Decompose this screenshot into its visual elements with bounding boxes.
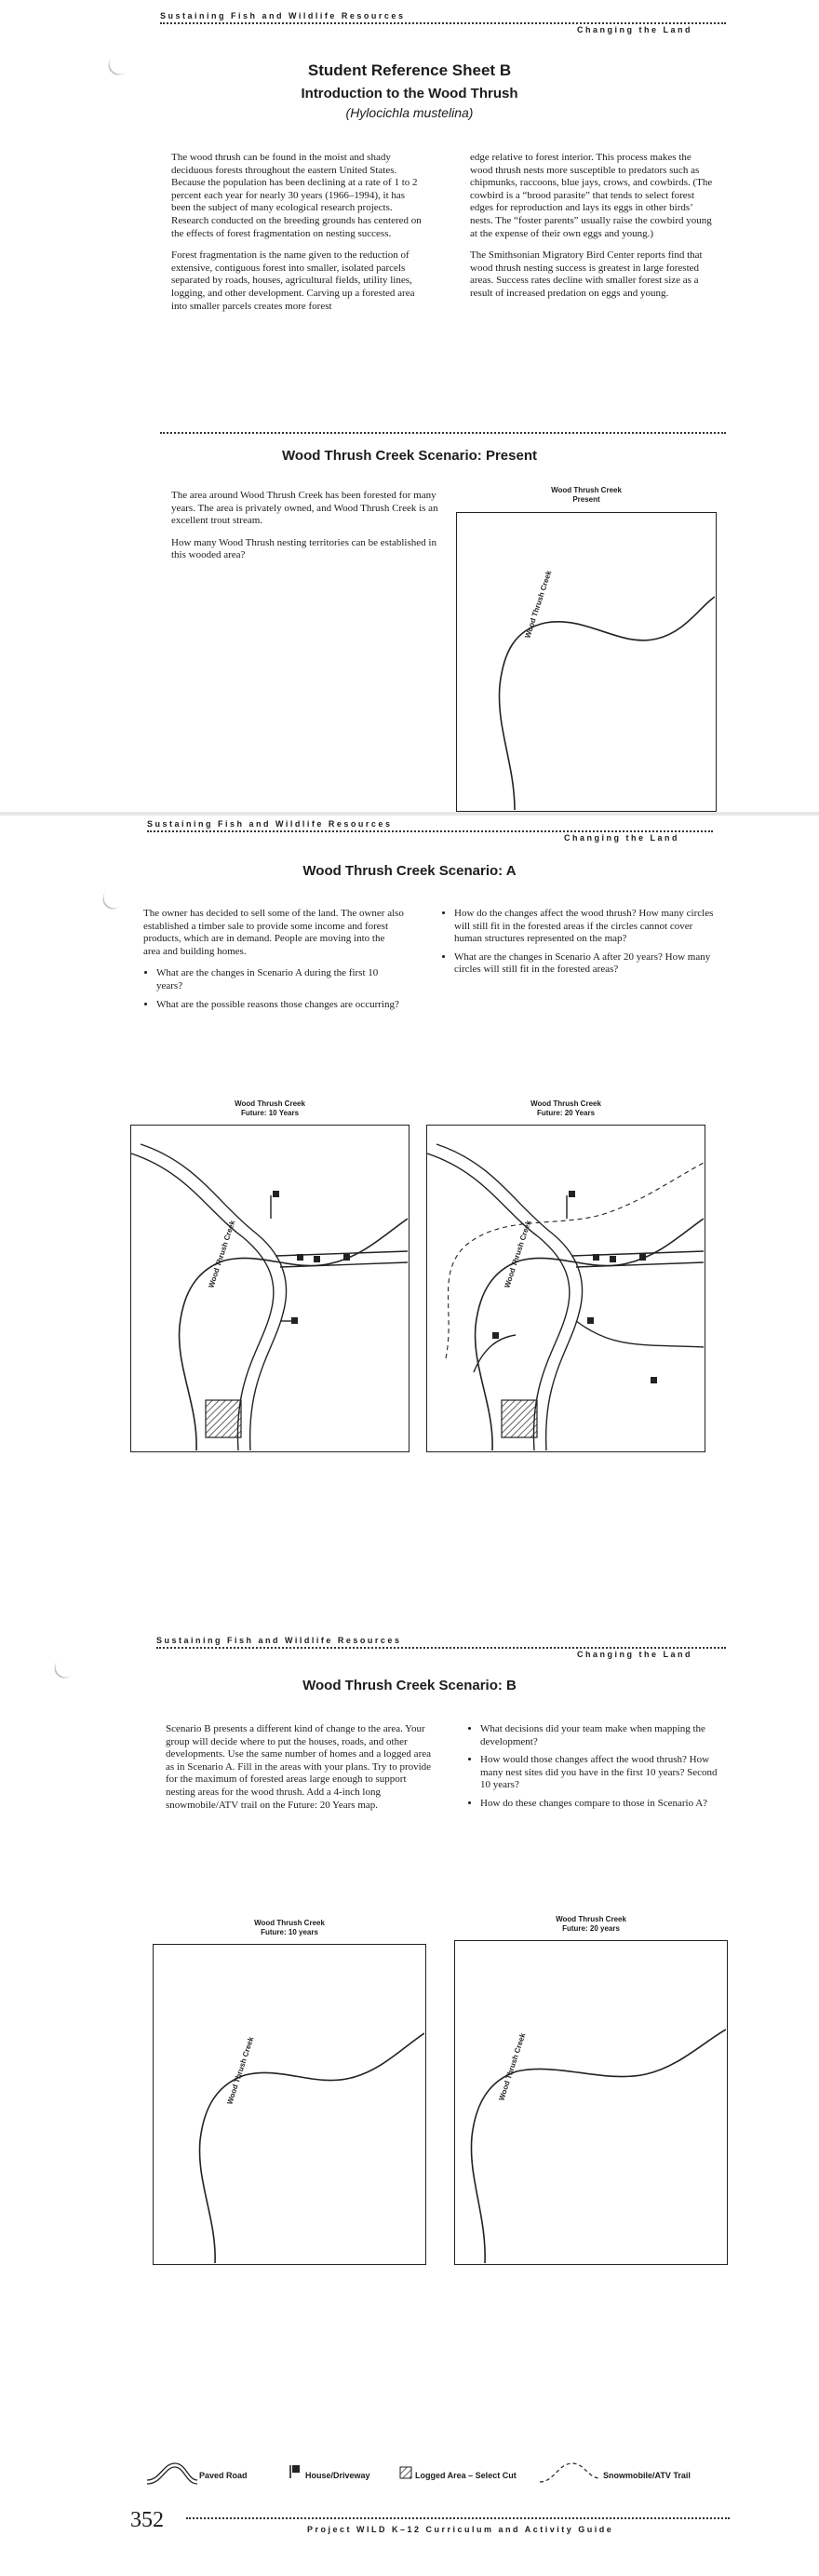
logged-area (502, 1400, 537, 1437)
question-item: • How do the changes affect the wood thrush? How many circles will still fit in the forested areas if the circles cannot cover human structures represented on the map? (454, 908, 720, 946)
section-divider (160, 432, 726, 434)
scenario-b-map-20-years[interactable] (454, 1940, 728, 2265)
scenario-a-questions-right (441, 908, 720, 977)
scenario-b-map2-subtitle: Future: 20 years (562, 1924, 620, 1933)
present-paragraph: The area around Wood Thrush Creek has been forested for many years. The area is privately owned, and Wood Thrush Creek is an excellent trout stream. (171, 490, 438, 527)
scenario-a-title: Wood Thrush Creek Scenario: A (302, 863, 517, 879)
paved-road-branch (275, 1251, 408, 1256)
scenario-b-map2-drawing (455, 1941, 726, 2263)
scenario-b-map-10-years[interactable] (153, 1944, 426, 2265)
header-section-3: Changing the Land (577, 1650, 692, 1659)
house-marker (639, 1254, 646, 1261)
question-item: • What are the changes in Scenario A after 20 years? How many circles will still fit in the forested areas? (454, 951, 720, 977)
legend-paved-road: Paved Road (199, 2471, 248, 2480)
house-marker (343, 1254, 350, 1261)
header-section-2: Changing the Land (564, 833, 679, 843)
scenario-b-left (166, 1723, 436, 1821)
new-road (576, 1321, 704, 1347)
scenario-b-map1-subtitle: Future: 10 years (261, 1928, 318, 1936)
house-marker (610, 1256, 616, 1262)
page-number: 352 (130, 2508, 164, 2532)
intro-right-column (470, 152, 714, 310)
present-map (456, 512, 717, 812)
legend-house-driveway: House/Driveway (305, 2471, 370, 2480)
house-marker (569, 1191, 575, 1197)
house-marker (273, 1191, 279, 1197)
present-text (171, 490, 441, 572)
legend-snowmobile-trail: Snowmobile/ATV Trail (603, 2471, 691, 2480)
intro-paragraph-2: Forest fragmentation is the name given to the reduction of extensive, contiguous forest into smaller, isolated parcels separated by roads, houses, agricultural fields, utility lines, logging, and other development. Carving up a forested area into smaller parcels creates more forest (171, 250, 415, 312)
intro-left-column (171, 152, 423, 322)
scenario-a-questions-left (143, 967, 404, 1011)
sheet-latin-name: (Hylocichla mustelina) (345, 105, 474, 120)
question-item: • How do these changes compare to those in Scenario A? (480, 1798, 728, 1811)
paved-road-branch (571, 1251, 704, 1256)
scenario-a-map-20-years (426, 1125, 705, 1452)
footer-rule (186, 2517, 730, 2519)
question-item: • How would those changes affect the wood thrush? How many nest sites did you have in the first 10 years? Second 10 years? (480, 1754, 728, 1792)
creek-label: Wood Thrush Creek (503, 1219, 533, 1289)
scenario-a-map2-drawing (427, 1126, 704, 1450)
header-series-3: Sustaining Fish and Wildlife Resources (156, 1636, 402, 1645)
scenario-a-map1-drawing (131, 1126, 408, 1450)
trail-symbol (540, 2463, 600, 2482)
question-item: • What decisions did your team make when mapping the development? (480, 1723, 728, 1748)
creek-line (200, 2033, 424, 2263)
house-marker (587, 1317, 594, 1324)
scenario-a-map2-label (426, 1099, 705, 1118)
scenario-a-map-10-years (130, 1125, 410, 1452)
present-map-drawing (457, 513, 715, 810)
scenario-b-questions (467, 1723, 728, 1811)
present-map-title: Wood Thrush Creek (551, 486, 622, 494)
creek-label: Wood Thrush Creek (497, 2031, 528, 2102)
scenario-b-title: Wood Thrush Creek Scenario: B (302, 1678, 517, 1693)
logged-area (206, 1400, 241, 1437)
present-question: How many Wood Thrush nesting territories can be established in this wooded area? (171, 536, 436, 561)
creek-label: Wood Thrush Creek (207, 1219, 237, 1289)
house-marker (314, 1256, 320, 1262)
intro-paragraph-3: edge relative to forest interior. This process makes the wood thrush nests more susceptible to predators such as chipmunks, raccoons, blue jays, crows, and cowbirds. (The cowbird is a “brood parasite” that tends to select forest edges for reproduction and lays its eggs in other birds’ nests. The “foster parents” usually raise the cowbird young at the expense of their own eggs and young.) (470, 152, 713, 239)
house-marker (297, 1254, 303, 1261)
scenario-b-map1-drawing (154, 1945, 424, 2263)
scenario-a-map2-title: Wood Thrush Creek (530, 1099, 601, 1108)
header-rule (160, 22, 726, 24)
intro-paragraph-1: The wood thrush can be found in the moist and shady deciduous forests throughout the eastern United States. Because the population has been declining at a rate of 1 to 2 percent each year for nearly 30 years (1966–1994), it has been the subject of many ecological research projects. Research conducted on the breeding grounds has centered on the effects of forest fragmentation on nesting success. (171, 152, 422, 239)
sheet-title: Student Reference Sheet B (307, 61, 512, 79)
intro-paragraph-4: The Smithsonian Migratory Bird Center reports find that wood thrush nesting success is greatest in large forested areas. Success rates decline with smaller forest size as a result of increased predation on eggs and young. (470, 250, 703, 299)
present-title: Wood Thrush Creek Scenario: Present (282, 448, 537, 464)
paved-road-symbol (147, 2463, 197, 2480)
house-marker (593, 1254, 599, 1261)
header-series-2: Sustaining Fish and Wildlife Resources (147, 819, 393, 829)
creek-label: Wood Thrush Creek (225, 2035, 256, 2106)
scenario-a-paragraph: The owner has decided to sell some of the land. The owner also established a timber sale to provide some income and forest products, which are in demand. People are moving into the area and building homes. (143, 908, 404, 957)
scenario-a-map1-subtitle: Future: 10 Years (240, 1109, 300, 1117)
creek-label: Wood Thrush Creek (523, 569, 554, 640)
header-rule-3 (156, 1647, 726, 1649)
footer-guide-title: Project WILD K–12 Curriculum and Activity Guide (307, 2525, 614, 2534)
question-item: • What are the changes in Scenario A during the first 10 years? (156, 967, 404, 992)
scan-seam (0, 812, 819, 816)
house-marker (651, 1377, 657, 1383)
present-map-label (456, 486, 717, 505)
map-legend (140, 2458, 735, 2486)
scenario-a-map1-label (130, 1099, 410, 1118)
house-marker (291, 1317, 298, 1324)
header-section: Changing the Land (577, 25, 692, 34)
scenario-b-right (467, 1723, 728, 1816)
scenario-b-paragraph: Scenario B presents a different kind of change to the area. Your group will decide where to put the houses, roads, and other developments. Use the same number of homes and a logged area as in Scenario A. Fill in the areas with your plans. Try to provide for the maximum of forested areas large enough to support nesting areas for the wood thrush. Add a 4-inch long snowmobile/ATV trail on the Future: 20 Years map. (166, 1723, 432, 1811)
scenario-b-map1-label (153, 1919, 426, 1937)
new-road (474, 1335, 516, 1372)
header-rule-2 (147, 830, 713, 832)
scenario-a-map2-subtitle: Future: 20 Years (536, 1109, 596, 1117)
scenario-b-map2-title: Wood Thrush Creek (556, 1915, 626, 1923)
scenario-a-map1-title: Wood Thrush Creek (235, 1099, 305, 1108)
logged-area-symbol (400, 2467, 411, 2478)
legend-logged-area: Logged Area – Select Cut (415, 2471, 517, 2480)
present-map-subtitle: Present (572, 495, 600, 504)
question-item: • What are the possible reasons those changes are occurring? (156, 999, 404, 1012)
sheet-subtitle: Introduction to the Wood Thrush (301, 86, 518, 101)
scenario-b-map1-title: Wood Thrush Creek (254, 1919, 325, 1927)
scenario-a-left (143, 908, 404, 1017)
scenario-a-right (441, 908, 720, 982)
house-marker (492, 1332, 499, 1339)
house-symbol (292, 2465, 300, 2473)
binder-hole (99, 883, 129, 914)
scenario-b-map2-label (454, 1915, 728, 1934)
header-series: Sustaining Fish and Wildlife Resources (160, 11, 406, 20)
